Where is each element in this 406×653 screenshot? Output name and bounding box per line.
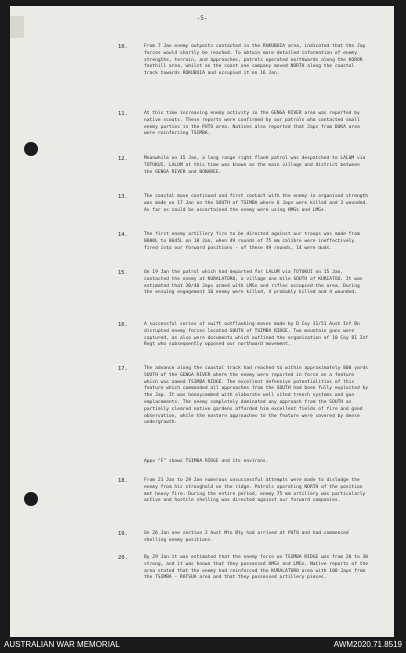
paragraph-text: By 29 Jan it was estimated that the enemy force on TSIMBA RIDGE was from 20 to 30 strong, and it was known that they possessed HMGs and LMGs. Native reports of the area stated that the enemy had reinforced the KURALATORO area with 100 Japs from the TSIMBA - RATSUA area and that they possessed artillery pieces.: [144, 555, 369, 581]
paragraph-text: A successful series of swift outflanking moves made by D Coy 31/51 Aust Inf Bn disrupted enemy forces located SOUTH of TSIMBA RIDGE. Two mountain guns were captured, as also were documents which outlined the organisation of 10 Coy 81 Inf Regt who subsequently opposed our northward movement.: [144, 322, 369, 348]
paragraph-text: From 21 Jan to 29 Jan numerous unsuccessful attempts were made to dislodge the enemy from his stronghold on the ridge. Patrols operating NORTH of the position met heavy fire. During the entire period, enemy 75 mm artillery was particularly active and hostile shelling was directed against our forward companies.: [144, 478, 366, 504]
paragraph-number: 11.: [118, 111, 128, 117]
paragraph-number: 12.: [118, 156, 128, 162]
paragraph-number: 15.: [118, 270, 128, 276]
paragraph-text: At this time increasing enemy activity in the GENGA RIVER area was reported by native scouts. These reports were confirmed by our patrols who contacted small enemy parties in the PUTO area. Natives also reported that Japs from BUKA area were reinforcing TSIMBA.: [144, 111, 360, 137]
footer-source: AUSTRALIAN WAR MEMORIAL: [4, 640, 120, 649]
paragraph-number: 17.: [118, 366, 128, 372]
paragraph-text: Meanwhile on 15 Jan, a long range right flank patrol was despatched to LALUM via TOTUKUI. LALUM at this time was known as the main village and district between the GENGA RIVER and BONAREE.: [144, 156, 366, 175]
paragraph-number: 13.: [118, 194, 128, 200]
punch-hole: [24, 492, 38, 506]
paragraph-number: 18.: [118, 478, 128, 484]
paragraph-text: The first enemy artillery fire to be directed against our troops was made from 0600L to 0645L on 18 Jan, when 49 rounds of 75 mm calibre were ineffectively fired into our forward positions - of these 49 rounds, 14 were duds.: [144, 232, 360, 251]
document-page: [10, 6, 394, 637]
paragraph-text: From 7 Jan enemy outposts contacted in the RUKUBOIA area, indicated that the Jap forces would shortly be reached. To obtain more detailed information of enemy strengths, terrain, and approaches, patrols operated northwards along the KOROR foothill area, whilst on the coast one company moved NORTH along the coastal track towards ROKUBOIA and occupied it on 16 Jan.: [144, 44, 366, 77]
paragraph-number: 14.: [118, 232, 128, 238]
paragraph-text: On 19 Jan the patrol which had departed for LALUM via TOTUKUI on 15 Jan, contacted the enemy at KURALATORO, a village one mile SOUTH of KURIATOO. It was estimated that 30/40 Japs armed with LMGs and rifles occupied the area. During the ensuing engagement 10 enemy were killed, 4 probably killed and 4 wounded.: [144, 270, 363, 296]
paragraph-number: 16.: [118, 322, 128, 328]
paragraph-number: 10.: [118, 44, 128, 50]
footer-bar: [0, 637, 406, 653]
page-number: -5-: [196, 15, 208, 22]
footer-accession-number: AWM2020.71.8519: [333, 640, 402, 649]
paragraph-text: On 26 Jan one section 2 Aust Mtn Bty had arrived at PUTO and had commenced shelling enemy positions.: [144, 531, 349, 543]
punch-hole: [24, 142, 38, 156]
paragraph-text: The advance along the coastal track had reached to within approximately 800 yards SOUTH of the GENGA RIVER where the enemy were reported in force on a feature which was named TSIMBA RIDGE. The excellent defensive potentialities of this feature which commanded all approaches from the SOUTH had been fully exploited by the Jap. It was honeycombed with elaborate well sited trench systems and gun emplacements. The enemy completely dominated any approach from the SOUTH as partially cleared native gardens afforded him excellent fields of fire and good observation, while the eastern approaches to the feature were covered by dense undergrowth.: [144, 366, 369, 426]
paragraph-number: 19.: [118, 531, 128, 537]
paragraph-number: 20.: [118, 555, 128, 561]
paragraph-text: Appx "F" shows TSIMBA RIDGE and its environs.: [144, 459, 269, 464]
paragraph-text: The coastal move continued and first contact with the enemy in organised strength was made on 17 Jan on the SOUTH of TSIMBA where 6 Japs were killed and 3 wounded. As far as could be ascertained the enemy were using HMGs and LMGs.: [144, 194, 369, 213]
